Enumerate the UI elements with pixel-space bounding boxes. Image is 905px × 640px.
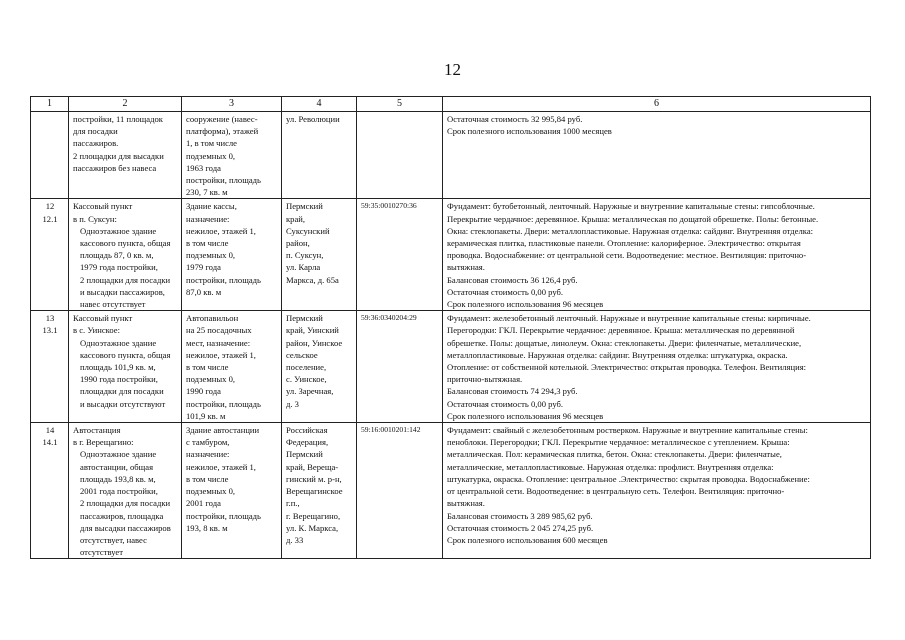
technical-details-line: Срок полезного использования 1000 месяцев	[447, 126, 612, 137]
object-description-line: отсутствует	[80, 547, 123, 558]
address-line: ул. Революции	[286, 114, 340, 124]
row-number	[31, 199, 69, 311]
object-description-line: пассажиров без навеса	[73, 162, 157, 173]
address	[282, 199, 357, 311]
building-info-line: назначение:	[186, 213, 230, 224]
building-info-line: постройки, площадь	[186, 175, 261, 186]
technical-details-line: Балансовая стоимость 36 126,4 руб.	[447, 274, 578, 285]
technical-details-line: металлическая. Пол: керамическая плитка, бетон. Окна: стеклопакеты. Двери: филенчатые,	[447, 449, 782, 460]
object-description-line: площадь 87, 0 кв. м,	[80, 250, 154, 261]
building-info-line: 101,9 кв. м	[186, 410, 226, 421]
technical-details-line: Отопление: от собственной котельной. Электричество: открытая проводка. Телефон. Вентиляция:	[447, 362, 807, 373]
header-col-6: 6	[443, 97, 871, 112]
cadastral-number-value: 59:36:0340204:29	[361, 313, 417, 323]
table-row	[31, 199, 871, 311]
address	[282, 311, 357, 423]
technical-details-line: Балансовая стоимость 74 294,3 руб.	[447, 386, 578, 397]
address-line: д. 3	[286, 398, 299, 409]
cadastral-number-value: 59:35:0010270:36	[361, 201, 417, 211]
address-line: п. Суксун,	[286, 250, 324, 261]
object-description	[69, 112, 182, 199]
address-line: район,	[286, 238, 310, 249]
object-description-line: 2001 года постройки,	[80, 486, 158, 497]
header-col-4: 4	[282, 97, 357, 112]
object-description-line: кассового пункта, общая	[80, 349, 171, 360]
building-info-line: 230, 7 кв. м	[186, 187, 228, 198]
object-description-line: отсутствует, навес	[80, 534, 147, 545]
building-info-line: сооружение (навес-	[186, 114, 258, 124]
page-number: 12	[444, 60, 461, 79]
object-description-line: постройки, 11 площадок	[73, 114, 163, 124]
object-description-line: 2 площадки для посадки	[80, 498, 171, 509]
object-description-line: для высадки пассажиров	[80, 522, 171, 533]
object-description-line: Одноэтажное здание	[80, 225, 157, 236]
object-description	[69, 199, 182, 311]
technical-details-line: Срок полезного использования 96 месяцев	[447, 410, 604, 421]
building-info-line: в том числе	[186, 238, 229, 249]
building-info-line: 87,0 кв. м	[186, 286, 222, 297]
technical-details-line: Остаточная стоимость 0,00 руб.	[447, 398, 564, 409]
technical-details-line: керамическая плитка, пластиковые панели. Отопление: калориферное. Электричество: открытая	[447, 238, 801, 249]
technical-details-line: металлические, металлопластиковые. Наружная отделка: профлист. Внутренняя отделка:	[447, 461, 774, 472]
building-info-line: подземных 0,	[186, 374, 236, 385]
technical-details-line: металлопластиковые. Наружная отделка: сайдинг. Внутренняя отделка: штукатурка, окраска.	[447, 349, 788, 360]
object-description-line: пассажиров.	[73, 138, 119, 149]
address-line: ул. Карла	[286, 262, 321, 273]
building-info-line: 193, 8 кв. м	[186, 522, 228, 533]
address-line: Пермский	[286, 201, 323, 212]
address-line: Пермский	[286, 313, 323, 324]
building-info-line: постройки, площадь	[186, 510, 261, 521]
object-description-line: площадь 101,9 кв. м,	[80, 362, 156, 373]
technical-details-line: Остаточная стоимость 2 045 274,25 руб.	[447, 522, 594, 533]
technical-details-line: Фундамент: свайный с железобетонным ростверком. Наружные и внутренние капитальные стены:	[447, 425, 808, 436]
building-info-line: Здание автостанции	[186, 425, 260, 436]
building-info-line: 1963 года	[186, 162, 221, 173]
address-line: Пермский	[286, 449, 323, 460]
object-description-line: и высадки отсутствуют	[80, 398, 166, 409]
row-number-line: 14	[45, 425, 55, 436]
building-info-line: Автопавильон	[186, 313, 239, 324]
object-description-line: в г. Верещагино:	[73, 437, 134, 448]
cadastral-number-value: 59:16:0010201:142	[361, 425, 421, 435]
building-info-line: постройки, площадь	[186, 274, 261, 285]
technical-details	[443, 423, 871, 559]
building-info-line: в том числе	[186, 362, 229, 373]
address-line: Российская	[286, 425, 328, 436]
technical-details-line: вытяжная.	[447, 498, 485, 509]
technical-details-line: пеноблоки. Перегородки; ГКЛ. Перекрытие чердачное: металлическое с утеплением. Крыша:	[447, 437, 790, 448]
header-col-3: 3	[182, 97, 282, 112]
building-info-line: нежилое, этажей 1,	[186, 225, 256, 236]
address-line: край, Уинский	[286, 325, 339, 336]
building-info-line: 1, в том числе	[186, 138, 238, 149]
row-number-line: 13	[45, 313, 55, 324]
technical-details-line: Перегородки: ГКЛ. Перекрытие чердачное: деревянное. Крыша: металлическая по деревянной	[447, 325, 795, 336]
object-description-line: площадки для посадки	[80, 386, 164, 397]
header-col-1: 1	[31, 97, 69, 112]
technical-details-line: приточно-вытяжная.	[447, 374, 523, 385]
cadastral-number	[357, 311, 443, 423]
address-line: поселение,	[286, 362, 327, 373]
object-description-line: Кассовый пункт	[73, 201, 133, 212]
object-description-line: 1979 года постройки,	[80, 262, 158, 273]
object-description	[69, 311, 182, 423]
building-info-line: нежилое, этажей 1,	[186, 461, 256, 472]
technical-details-line: штукатурка, окраска. Отопление: центральное .Электричество: скрытая проводка. Водоснабжение:	[447, 473, 810, 484]
building-info-line: мест, назначение:	[186, 337, 251, 348]
technical-details-line: вытяжная.	[447, 262, 485, 273]
object-description-line: 2 площадки для высадки	[73, 150, 164, 161]
object-description-line: Кассовый пункт	[73, 313, 133, 324]
table-row	[31, 311, 871, 423]
technical-details-line: Перекрытие чердачное: деревянное. Крыша: металлическая по дощатой обрешетке. Полы: бетонные.	[447, 213, 819, 224]
technical-details-line: Срок полезного использования 96 месяцев	[447, 299, 604, 310]
technical-details-line: Остаточная стоимость 32 995,84 руб.	[447, 114, 583, 124]
building-info-line: подземных 0,	[186, 250, 236, 261]
building-info-line: платформа), этажей	[186, 126, 259, 137]
object-description-line: кассового пункта, общая	[80, 238, 171, 249]
object-description	[69, 423, 182, 559]
building-info-line: 1979 года	[186, 262, 221, 273]
object-description-line: пассажиров, площадка	[80, 510, 164, 521]
address-line: сельское	[286, 349, 318, 360]
technical-details	[443, 311, 871, 423]
address-line: г. Верещагино,	[286, 510, 341, 521]
address-line: край, Вереща-	[286, 461, 339, 472]
building-info-line: с тамбуром,	[186, 437, 230, 448]
building-info	[182, 199, 282, 311]
technical-details-line: проводка. Водоснабжение: от центральной сети. Водоотведение: местное. Вентиляция: приточно-	[447, 250, 807, 261]
address-line: Федерация,	[286, 437, 329, 448]
object-description-line: в п. Суксун:	[73, 213, 117, 224]
address-line: г.п.,	[286, 498, 300, 509]
address-line: с. Уинское,	[286, 374, 327, 385]
address-line: ул. К. Маркса,	[286, 522, 339, 533]
building-info-line: назначение:	[186, 449, 230, 460]
building-info-line: в том числе	[186, 473, 229, 484]
technical-details-line: от центральной сети. Водоотведение: в центральную сеть. Телефон. Вентиляция: приточно-	[447, 486, 785, 497]
technical-details-line: Окна: стеклопакеты. Двери: металлопластиковые. Наружная отделка: сайдинг. Внутренняя отделка:	[447, 225, 814, 236]
building-info-line: подземных 0,	[186, 150, 236, 161]
row-number	[31, 112, 69, 199]
object-description-line: навес отсутствует	[80, 299, 146, 310]
building-info-line: нежилое, этажей 1,	[186, 349, 256, 360]
address	[282, 423, 357, 559]
building-info	[182, 112, 282, 199]
building-info-line: Здание кассы,	[186, 201, 237, 212]
technical-details-line: Фундамент: бутобетонный, ленточный. Наружные и внутренние капитальные стены: гипсоблочные.	[447, 201, 815, 212]
row-number-line: 14.1	[42, 437, 58, 448]
building-info-line: 2001 года	[186, 498, 221, 509]
object-description-line: Одноэтажное здание	[80, 449, 157, 460]
cadastral-number	[357, 112, 443, 199]
row-number-line: 12	[45, 201, 55, 212]
row-number-line: 12.1	[42, 213, 58, 224]
address	[282, 112, 357, 199]
cadastral-number	[357, 199, 443, 311]
object-description-line: автостанции, общая	[80, 461, 154, 472]
technical-details-line: Срок полезного использования 600 месяцев	[447, 534, 608, 545]
technical-details	[443, 199, 871, 311]
object-description-line: 1990 года постройки,	[80, 374, 158, 385]
technical-details-line: Остаточная стоимость 0,00 руб.	[447, 286, 564, 297]
row-number	[31, 423, 69, 559]
building-info-line: на 25 посадочных	[186, 325, 252, 336]
property-table	[30, 96, 871, 559]
address-line: край,	[286, 213, 306, 224]
building-info-line: 1990 года	[186, 386, 221, 397]
address-line: Верещагинское	[286, 486, 343, 497]
object-description-line: и высадки пассажиров,	[80, 286, 165, 297]
building-info	[182, 423, 282, 559]
object-description-line: Автостанция	[73, 425, 121, 436]
technical-details	[443, 112, 871, 199]
technical-details-line: обрешетке. Полы: дощатые, линолеум. Окна: стеклопакеты. Двери: филенчатые, металлические,	[447, 337, 802, 348]
table-row	[31, 112, 871, 199]
address-line: район, Уинское	[286, 337, 343, 348]
object-description-line: 2 площадки для посадки	[80, 274, 171, 285]
address-line: ул. Заречная,	[286, 386, 334, 397]
technical-details-line: Балансовая стоимость 3 289 985,62 руб.	[447, 510, 593, 521]
row-number	[31, 311, 69, 423]
table-row	[31, 423, 871, 559]
address-line: Суксунский	[286, 225, 330, 236]
address-line: Маркса, д. 65а	[286, 274, 339, 285]
building-info	[182, 311, 282, 423]
header-col-5: 5	[357, 97, 443, 112]
object-description-line: площадь 193,8 кв. м,	[80, 473, 156, 484]
address-line: д. 33	[286, 534, 304, 545]
technical-details-line: Фундамент: железобетонный ленточный. Наружные и внутренние капитальные стены: кирпичные.	[447, 313, 811, 324]
object-description-line: для посадки	[73, 126, 118, 137]
address-line: гинский м. р-н,	[286, 473, 342, 484]
object-description-line: Одноэтажное здание	[80, 337, 157, 348]
building-info-line: постройки, площадь	[186, 398, 261, 409]
object-description-line: в с. Уинское:	[73, 325, 121, 336]
header-col-2: 2	[69, 97, 182, 112]
cadastral-number	[357, 423, 443, 559]
header-row	[31, 97, 871, 112]
building-info-line: подземных 0,	[186, 486, 236, 497]
row-number-line: 13.1	[42, 325, 58, 336]
